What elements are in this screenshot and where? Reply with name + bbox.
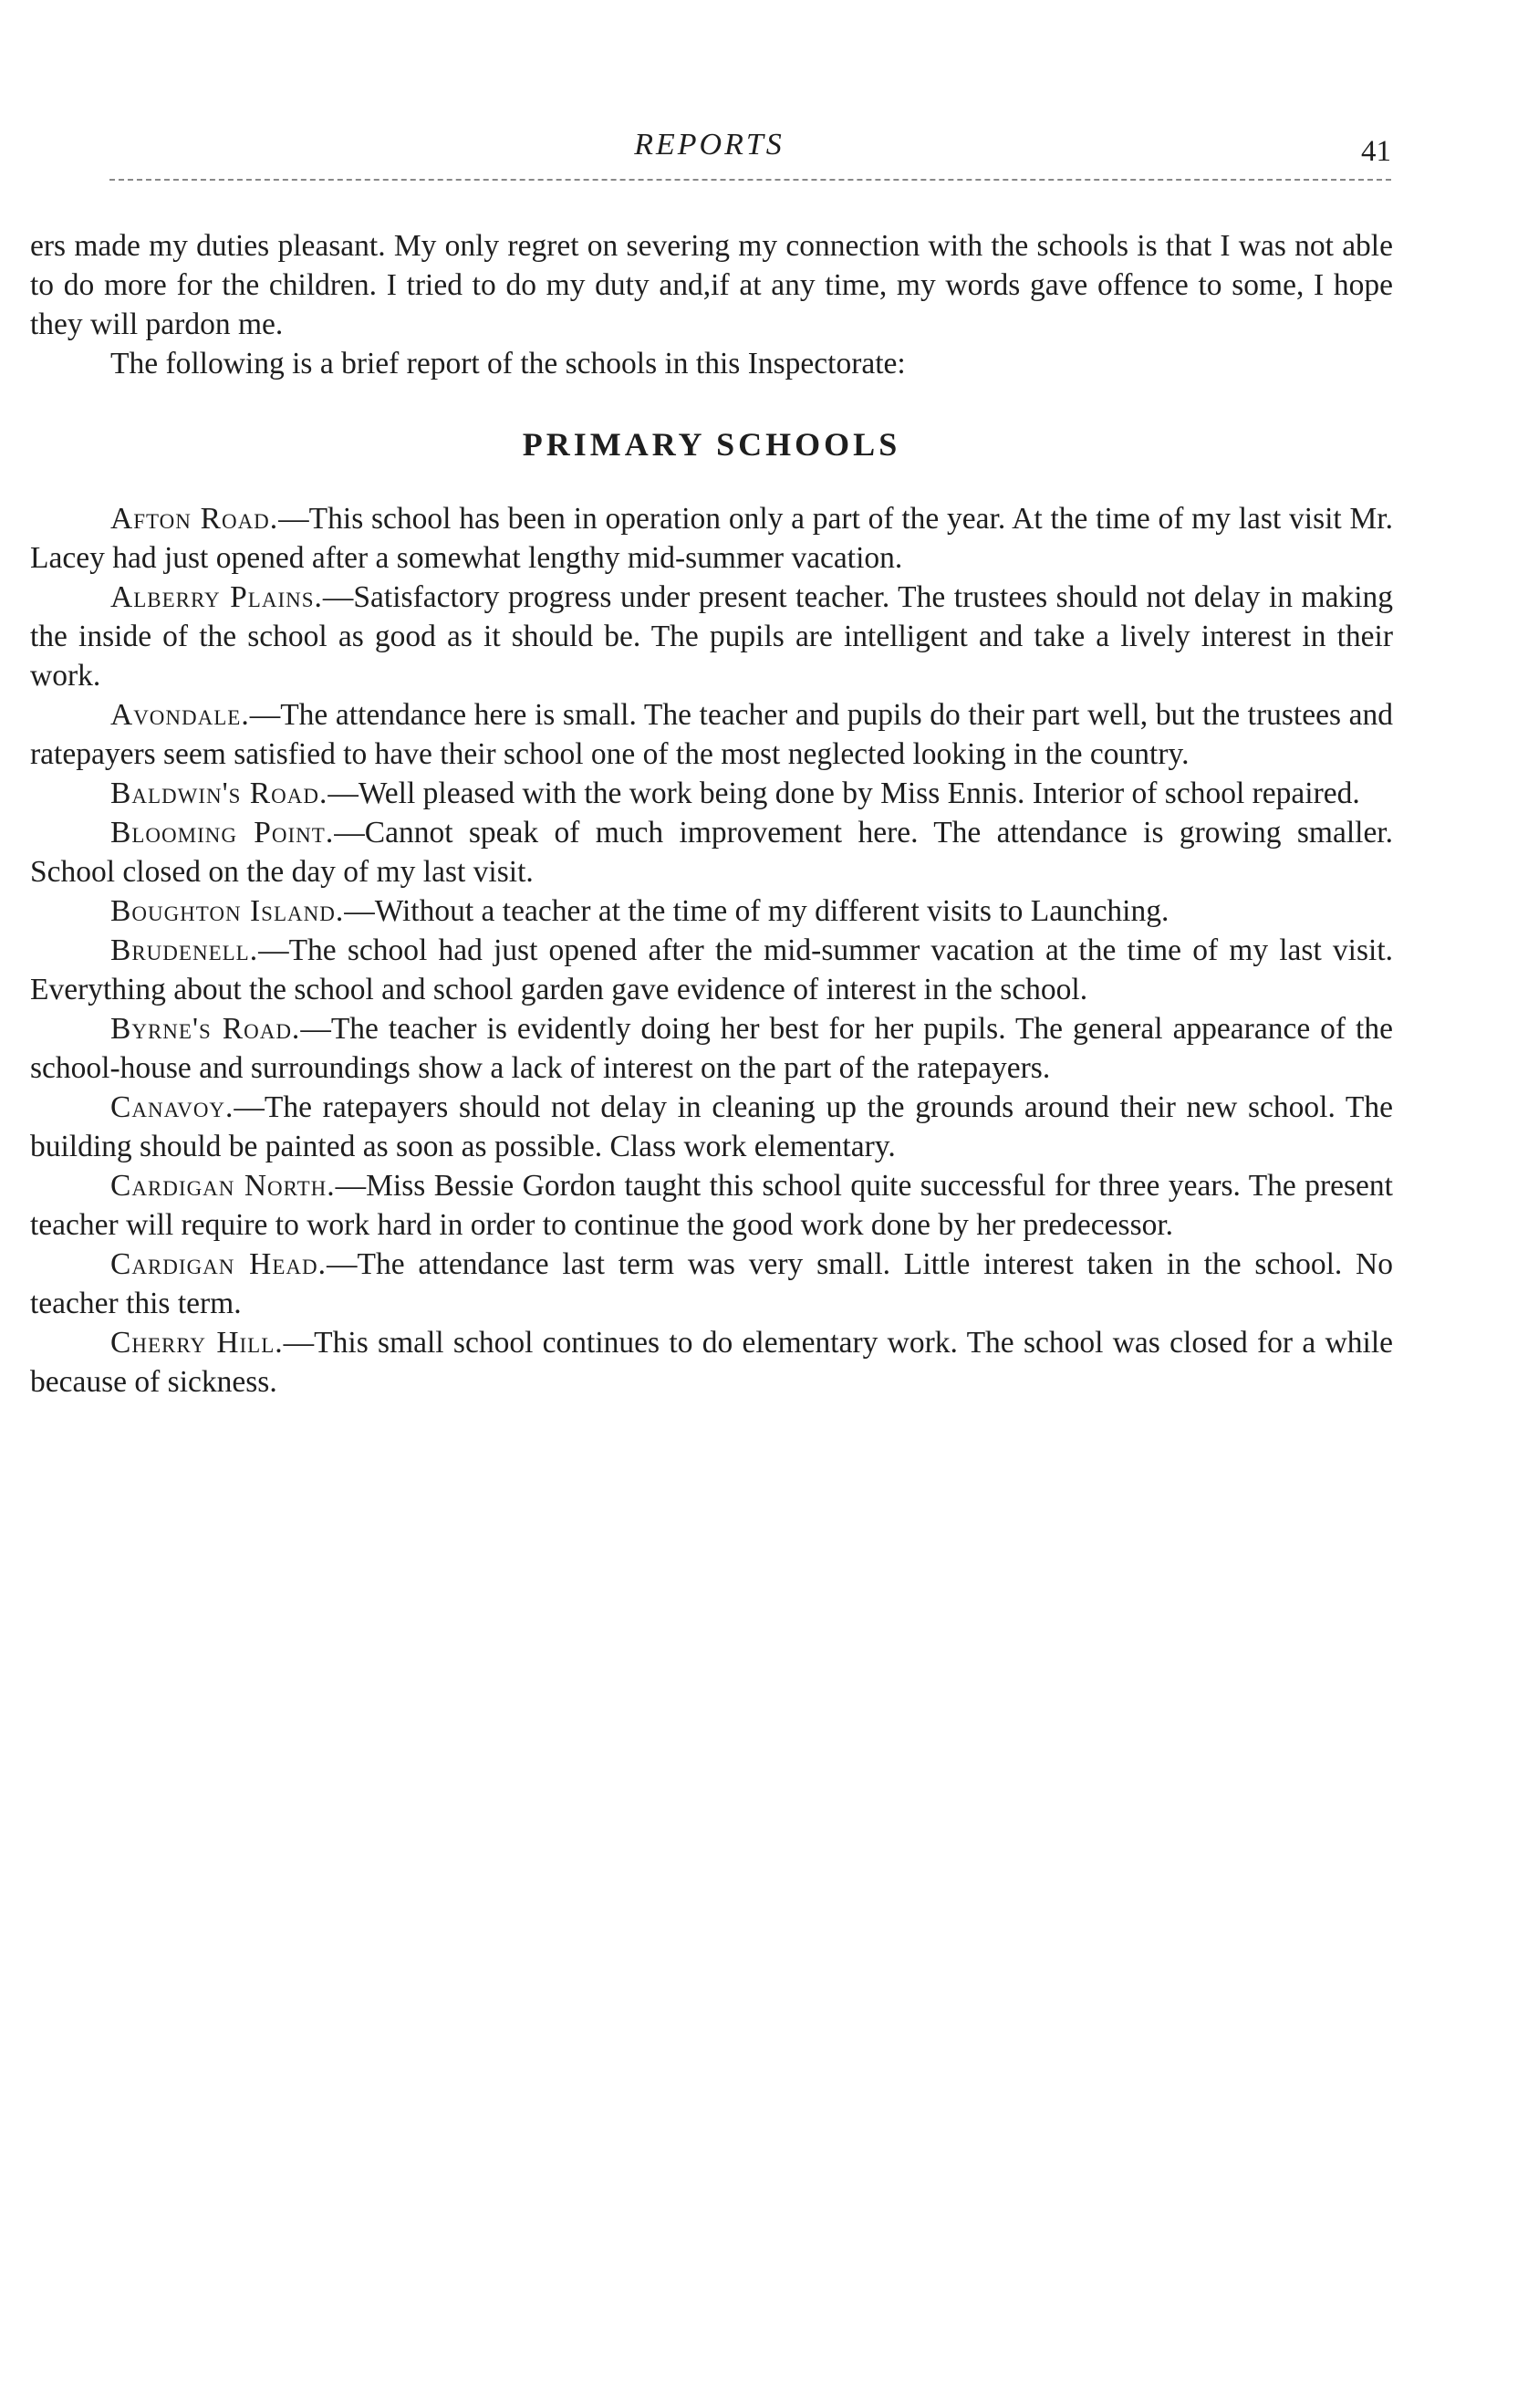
school-name: Blooming Point.: [110, 816, 335, 850]
school-name: Brudenell.: [110, 933, 259, 967]
school-report: —The attendance last term was very small. Little interest taken in the school. No teacher this term.: [30, 1247, 1393, 1320]
school-entry-cherry-hill: [30, 1323, 1393, 1402]
school-entry-brudenell: [30, 931, 1393, 1009]
school-entry-avondale: [30, 695, 1393, 774]
school-name: Cardigan Head.: [110, 1247, 327, 1281]
school-entry-cardigan-north: [30, 1166, 1393, 1245]
school-report: —The attendance here is small. The teacher and pupils do their part well, but the trustees and ratepayers seem satisfied to have their school one of the most neglected looking in the country.: [30, 698, 1393, 771]
school-entry-boughton-island: [30, 891, 1393, 931]
school-name: Baldwin's Road.: [110, 777, 328, 810]
school-entry-byrnes-road: [30, 1009, 1393, 1088]
school-report: —Well pleased with the work being done by Miss Ennis. Interior of school repaired.: [327, 777, 1360, 810]
school-report: —This small school continues to do elementary work. The school was closed for a while because of sickness.: [30, 1326, 1393, 1399]
header-rule: [109, 179, 1391, 181]
school-report: —Cannot speak of much improvement here. The attendance is growing smaller. School closed on the day of my last visit.: [30, 816, 1393, 889]
school-entry-baldwins-road: [30, 774, 1393, 813]
continuation-paragraph: ers made my duties pleasant. My only regret on severing my connection with the schools is that I was not able to do more for the children. I tried to do my duty and,if at any time, my words gave offence to some, I hope they will pardon me.: [30, 229, 1393, 341]
school-entry-alberry-plains: [30, 578, 1393, 695]
school-entry-canavoy: [30, 1088, 1393, 1166]
school-name: Cherry Hill.: [110, 1326, 284, 1360]
school-report: —Without a teacher at the time of my different visits to Launching.: [344, 894, 1169, 928]
page-number: 41: [1361, 135, 1391, 168]
school-report: —Satisfactory progress under present teacher. The trustees should not delay in making the inside of the school as good as it should be. The pupils are intelligent and take a lively interest in their work.: [30, 580, 1393, 693]
school-name: Byrne's Road.: [110, 1012, 301, 1046]
school-name: Canavoy.: [110, 1090, 234, 1124]
school-entry-blooming-point: [30, 813, 1393, 891]
school-report: —The school had just opened after the mid-summer vacation at the time of my last visit. Everything about the school and school garden gave evidence of interest in the school.: [30, 933, 1393, 1006]
school-name: Cardigan North.: [110, 1169, 336, 1203]
school-entry-afton-road: [30, 499, 1393, 578]
school-name: Afton Road.: [110, 502, 279, 536]
school-name: Alberry Plains.: [110, 580, 323, 614]
school-name: Avondale.: [110, 698, 250, 732]
section-heading: PRIMARY SCHOOLS: [522, 426, 901, 463]
school-report: —The teacher is evidently doing her best for her pupils. The general appearance of the school-house and surroundings show a lack of interest on the part of the ratepayers.: [30, 1012, 1393, 1085]
school-report: —Miss Bessie Gordon taught this school quite successful for three years. The present teacher will require to work hard in order to continue the good work done by her predecessor.: [30, 1169, 1393, 1242]
school-report: —This school has been in operation only a part of the year. At the time of my last visit Mr. Lacey had just opened after a somewhat lengthy mid-summer vacation.: [30, 502, 1393, 575]
school-report: —The ratepayers should not delay in cleaning up the grounds around their new school. The building should be painted as soon as possible. Class work elementary.: [30, 1090, 1393, 1163]
running-title: REPORTS: [634, 128, 785, 162]
body-text: [30, 226, 1393, 1402]
lead-in-paragraph: The following is a brief report of the schools in this Inspectorate:: [110, 347, 906, 380]
school-name: Boughton Island.: [110, 894, 345, 928]
school-entry-cardigan-head: [30, 1245, 1393, 1323]
